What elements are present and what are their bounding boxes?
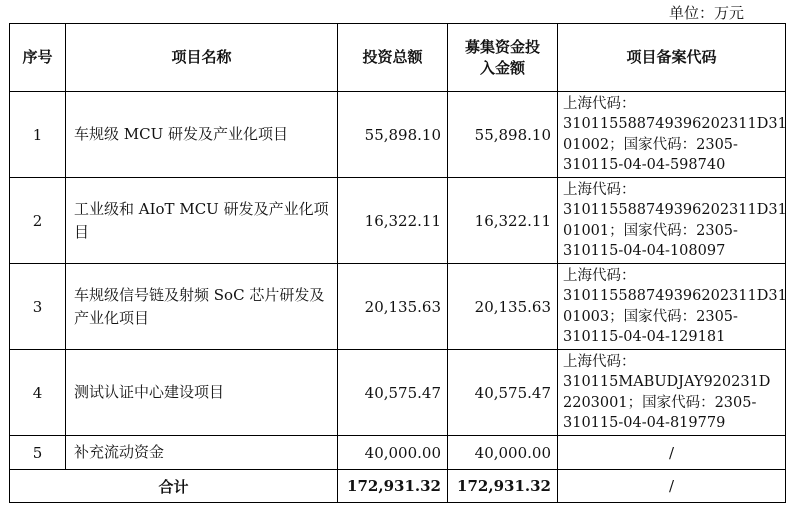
table-header-row (10, 24, 786, 92)
table-row (10, 92, 786, 178)
code-line: 01003；国家代码：2305- (563, 308, 738, 325)
cell-name: 工业级和 AIoT MCU 研发及产业化项目 (66, 178, 338, 264)
cell-name: 补充流动资金 (66, 436, 338, 470)
code-line: 310115-04-04-819779 (563, 415, 726, 431)
cell-raise: 40,575.47 (448, 350, 558, 436)
cell-invest: 20,135.63 (338, 264, 448, 350)
header-raise-line2: 入金额 (479, 58, 525, 77)
cell-name: 车规级 MCU 研发及产业化项目 (66, 92, 338, 178)
unit-label: 单位：万元 (668, 4, 744, 22)
code-line: 310115-04-04-108097 (563, 243, 726, 259)
cell-invest: 40,575.47 (338, 350, 448, 436)
cell-code (558, 178, 786, 264)
cell-invest: 40,000.00 (338, 436, 448, 470)
table-row (10, 264, 786, 350)
header-raise-line1: 募集资金投 (464, 37, 540, 56)
cell-seq: 3 (10, 264, 66, 350)
header-invest: 投资总额 (338, 24, 448, 92)
code-line: 310115-04-04-129181 (563, 329, 726, 345)
cell-seq: 5 (10, 436, 66, 470)
total-raise: 172,931.32 (448, 470, 558, 503)
code-line: 上海代码： (563, 95, 636, 112)
header-raise (448, 24, 558, 92)
cell-seq: 4 (10, 350, 66, 436)
cell-code (558, 264, 786, 350)
code-line: 310115588749396202311D31 (563, 116, 787, 132)
total-label: 合计 (10, 470, 338, 503)
investment-table (9, 23, 786, 503)
code-line: 上海代码： (563, 353, 636, 370)
cell-seq: 2 (10, 178, 66, 264)
cell-invest: 16,322.11 (338, 178, 448, 264)
code-line: 310115MABUDJAY920231D (563, 374, 771, 390)
cell-raise: 20,135.63 (448, 264, 558, 350)
header-code: 项目备案代码 (558, 24, 786, 92)
code-line: 2203001；国家代码：2305- (563, 394, 757, 411)
cell-name: 测试认证中心建设项目 (66, 350, 338, 436)
cell-raise: 55,898.10 (448, 92, 558, 178)
cell-code (558, 92, 786, 178)
cell-code (558, 350, 786, 436)
header-seq: 序号 (10, 24, 66, 92)
code-line: 310115588749396202311D31 (563, 202, 787, 218)
cell-raise: 40,000.00 (448, 436, 558, 470)
code-line: 上海代码： (563, 181, 636, 198)
cell-seq: 1 (10, 92, 66, 178)
cell-invest: 55,898.10 (338, 92, 448, 178)
total-invest: 172,931.32 (338, 470, 448, 503)
code-line: 310115-04-04-598740 (563, 157, 726, 173)
total-code: / (558, 470, 786, 503)
table-row (10, 436, 786, 470)
cell-raise: 16,322.11 (448, 178, 558, 264)
table-row (10, 178, 786, 264)
code-line: 01001；国家代码：2305- (563, 222, 738, 239)
code-line: 上海代码： (563, 267, 636, 284)
header-name: 项目名称 (66, 24, 338, 92)
cell-name: 车规级信号链及射频 SoC 芯片研发及产业化项目 (66, 264, 338, 350)
table-row (10, 350, 786, 436)
code-line: 310115588749396202311D31 (563, 288, 787, 304)
total-row (10, 470, 786, 503)
code-line: 01002；国家代码：2305- (563, 136, 738, 153)
cell-code: / (558, 436, 786, 470)
